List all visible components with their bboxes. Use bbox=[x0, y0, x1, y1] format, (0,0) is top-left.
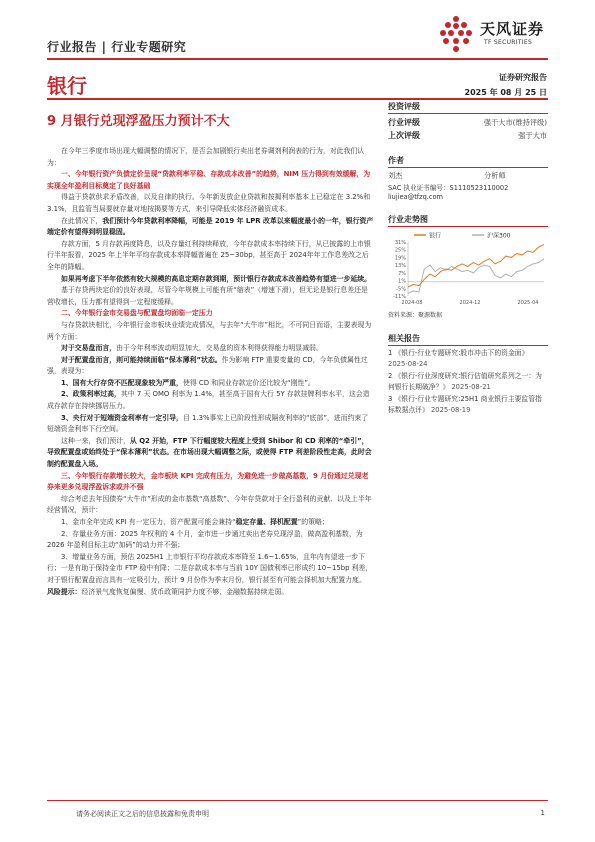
list-item: 2、政策利率过高，其中 7 天 OMO 利率为 1.4%，甚至高于国有大行 5Y 存款挂牌利率水平，这会造成存款存在持续挪居压力。 bbox=[47, 390, 370, 411]
paragraph: 这种一来，我们预计，从 Q2 开始，FTP 下行幅度较大程度上受到 Shibor 和 CD 利率的“牵引”，导致配置盘或始终处于“保本薄利”状态。在市场出现大幅调整之际，或使得 FTP 利差阶段性走高，此时会制约配置盘入场。 bbox=[47, 436, 372, 469]
report-body bbox=[47, 146, 374, 598]
title-divider bbox=[47, 98, 548, 100]
list-item: 3、央行对于短端资金利率有一定引导，目 1.3%事实上已阶段性形成隔夜利率的“底部”，进而约束了短端资金利率下行空间。 bbox=[47, 413, 369, 434]
industry-rating-label: 行业评级 bbox=[388, 118, 420, 127]
y-tick-label: -11% bbox=[393, 294, 406, 300]
related-item[interactable]: 1 《银行-行业专题研究:股市冲击下的资金面》 2025-08-24 bbox=[388, 349, 529, 368]
sector-title: 银行 bbox=[47, 74, 87, 98]
list-item: 3、增量业务方面，预估 2025H1 上市银行平均存款成本率降至 1.6~1.65%，且年内有望进一步下行；一是有助于保持金市 FTP 稳中有降；二是存款成本率与当前 10Y 国债利率已形成约 10~15bp 利差，对于银行配置盘而言具有一定吸引力，预计 9 月份作为季末月份，银行甚至有可能会择机加大配置力度。 bbox=[47, 552, 373, 584]
x-tick-label: 2025-04 bbox=[517, 300, 539, 306]
paragraph: 如果再考虑下半年依然有较大规模的高息定期存款到期，预计银行存款成本改善趋势有望进一步延续。 bbox=[61, 274, 372, 283]
related-item[interactable]: 3 《银行-行业专题研究:25H1 商业银行主要监管指标数据点评》 2025-08-19 bbox=[388, 395, 542, 414]
report-category: 行业报告 | 行业专题研究 bbox=[47, 40, 187, 54]
intro-paragraph: 在今年三季度市场出现大幅调整的情况下，是否会加剧银行卖出老券调剂利润表的行为，对此我们认为： bbox=[47, 147, 365, 167]
paragraph: 对于配置盘而言，则可能持续面临“保本薄利”状态。作为影响 FTP 重要变量的 CD，今年负债属性过强，表现为： bbox=[47, 355, 368, 376]
x-tick-label: 2024-12 bbox=[459, 300, 481, 306]
logo-name: 天风证券 bbox=[480, 20, 545, 38]
author-name: 刘杰 bbox=[388, 171, 403, 180]
paragraph: 得益于贷款供求矛盾改善，以及自律的执行。今年新发放企业贷款和按揭利率基本上已稳定在 3.2%和 3.1%，且监管当局要就存量对地按揭要等方式，来引导降低实体经济融资成本。 bbox=[47, 193, 371, 213]
paragraph: 基于存贷两块定价的良好表现，尽管今年规模上可能有所“缩表”（增速下滑），但无论是银行息差还是营收增长，压力都有望得到一定程度缓释。 bbox=[47, 286, 368, 306]
chart-source: 资料来源：聚源数据 bbox=[388, 312, 443, 319]
y-tick-label: 19% bbox=[394, 255, 406, 262]
related-list bbox=[388, 348, 548, 416]
author-divider bbox=[388, 167, 548, 168]
rating-divider bbox=[388, 113, 548, 114]
trend-chart bbox=[388, 230, 548, 308]
logo-icon bbox=[436, 14, 476, 54]
section-3-title: 三、今年银行存款增长较大，金市板块 KPI 完成有压力，为避免进一步做高基数，9 月份通过兑现老券来更多兑现浮盈诉求或并不强 bbox=[47, 471, 369, 492]
author-email[interactable]: liujiea@tfzq.com bbox=[388, 193, 443, 201]
paragraph: 在此情况下，我们预计今年贷款利率降幅，可能是 2019 年 LPR 改革以来幅度最小的一年，银行资产端定价有望得到明显稳固。 bbox=[47, 216, 374, 237]
paragraph: 与存贷款块相比，今年银行金市板块业绩完成情况，与去年“大牛市”相比，不可同日而语，主要表现为两个方面： bbox=[47, 320, 372, 341]
logo-english: TF SECURITIES bbox=[484, 39, 533, 46]
related-divider bbox=[388, 345, 548, 346]
previous-rating-value: 强于大市 bbox=[518, 131, 547, 140]
header-divider bbox=[47, 58, 548, 60]
legend-label: 银行 bbox=[429, 232, 442, 240]
paragraph: 存款方面，5 月存款再度降息，以及存量红利持续释放，今年存款成本率持续下行，从已披露的上市银行半年报看，2025 年上半年平均存款成本率降幅普遍在 25~30bp，甚至高于 2024年年工作息差改之后全年的降幅。 bbox=[47, 239, 371, 271]
previous-rating-label: 上次评级 bbox=[388, 131, 420, 140]
list-item: 1、金市全年完成 KPI 有一定压力，资产配置可能会兼持“稳定存量、择机配置”的策略； bbox=[61, 518, 329, 526]
y-tick-label: 13% bbox=[394, 263, 406, 270]
paragraph: 综合考虑去年因债券“大牛市”形成的金市基数“高基数”、今年存贷款对于全行盈利的贡献、以及上半年经营情况，预计： bbox=[47, 494, 372, 515]
author-heading: 作者 bbox=[388, 156, 404, 165]
footer-divider bbox=[47, 800, 548, 801]
risk-warning: 风险提示：经济景气度恢复偏慢、货币政策同护力度不够、金融数据持续走弱。 bbox=[47, 587, 289, 596]
y-tick-label: 1% bbox=[398, 278, 406, 285]
report-type: 证券研究报告 bbox=[499, 73, 547, 82]
report-date: 2025 年 08 月 25 日 bbox=[464, 88, 547, 97]
y-tick-label: 7% bbox=[398, 270, 406, 277]
related-item[interactable]: 2 《银行-行业深度研究:银行估值研究系列之一：为何银行长期破净？》 2025-08-21 bbox=[388, 372, 542, 391]
list-item: 2、存量业务方面：2025 年权利的 4 个月，金市进一步通过卖出老券兑现浮盈，做高盈利基数，为 2026 年盈利目标主动“加码”的动力并不强； bbox=[47, 529, 363, 550]
disclaimer[interactable]: 请务必阅读正文之后的信息披露和免责申明 bbox=[76, 810, 209, 818]
y-tick-label: 31% bbox=[394, 240, 406, 246]
author-role: 分析师 bbox=[484, 171, 506, 180]
main-title: 9 月银行兑现浮盈压力预计不大 bbox=[47, 114, 230, 129]
trend-heading: 行业走势图 bbox=[388, 215, 428, 224]
y-tick-label: 25% bbox=[394, 247, 406, 254]
author-cert: SAC 执业证书编号：S1110523110002 bbox=[388, 184, 509, 192]
paragraph: 对于交易盘而言，由于今年利率波动明显加大，交易盘的资本利得获得能力明显减弱。 bbox=[61, 344, 323, 353]
section-2-title: 二、今年银行金市交易盘与配置盘均面临一定压力 bbox=[61, 309, 213, 318]
trend-divider bbox=[388, 226, 548, 227]
legend-label: 沪深300 bbox=[487, 232, 511, 240]
page-number: 1 bbox=[540, 809, 545, 817]
section-1-title: 一、今年银行资产负债定价呈现“贷款利率平稳、存款成本改善”的趋势，NIM 压力得到有效缓解，为实现全年盈利目标奠定了良好基础 bbox=[47, 170, 371, 190]
industry-rating-value: 强于大市(维持评级) bbox=[483, 118, 547, 127]
x-tick-label: 2024-08 bbox=[401, 300, 423, 306]
company-logo bbox=[436, 14, 548, 54]
related-heading: 相关报告 bbox=[388, 334, 420, 343]
list-item: 1、国有大行存贷不匹配现象较为严重，使得 CD 和同业存款定价还比较为“刚性”。 bbox=[61, 378, 315, 387]
rating-heading: 投资评级 bbox=[388, 102, 420, 111]
y-tick-label: -5% bbox=[396, 286, 406, 293]
